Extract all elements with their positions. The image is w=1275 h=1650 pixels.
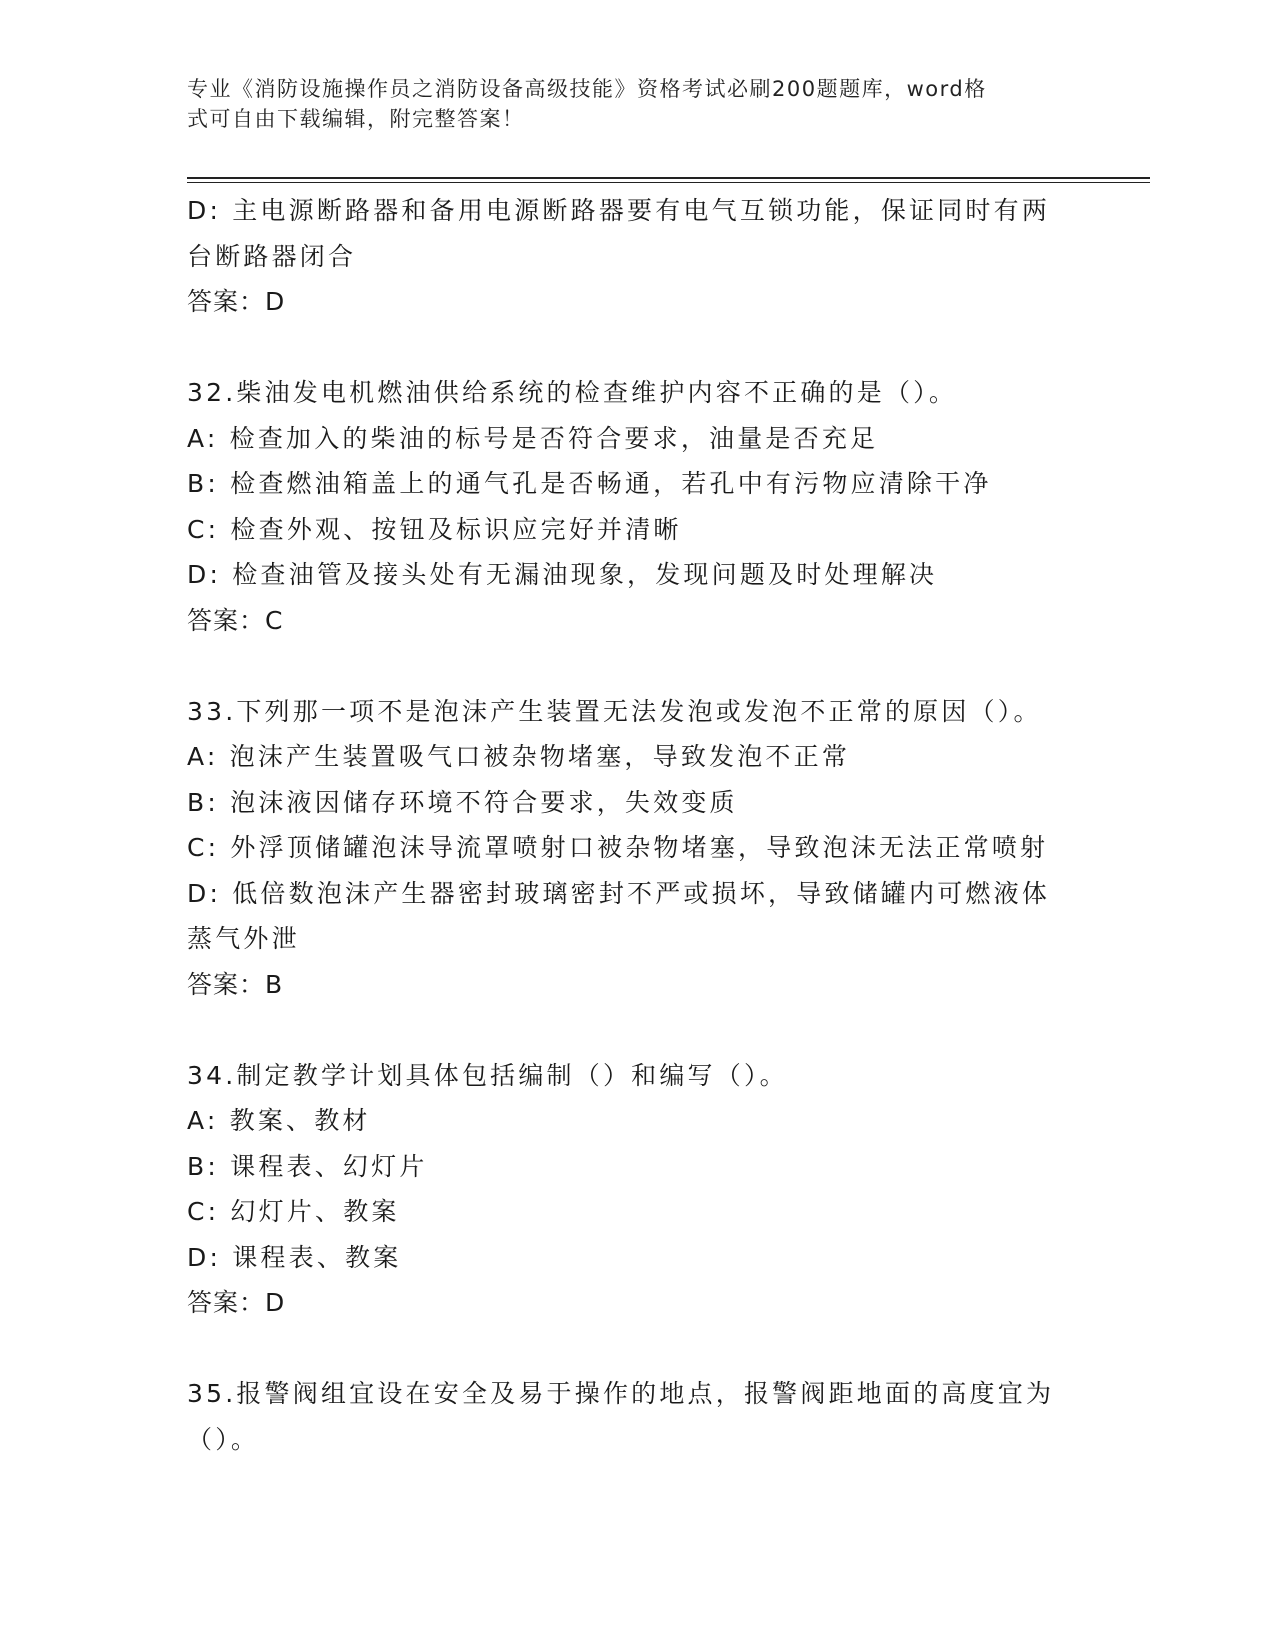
- header-line-1: 专业《消防设施操作员之消防设备高级技能》资格考试必刷200题题库，word格: [187, 77, 987, 101]
- spacer: [187, 1007, 1077, 1053]
- option-b: B: 课程表、幻灯片: [187, 1151, 428, 1181]
- question-34: [187, 1053, 1077, 1326]
- question-31-tail: [187, 188, 1077, 325]
- option-d: D: 主电源断路器和备用电源断路器要有电气互锁功能，保证同时有两: [187, 196, 1051, 225]
- option-d-continued: 台断路器闭合: [187, 241, 357, 271]
- question-32: [187, 370, 1077, 643]
- header-divider-thick: [187, 177, 1150, 179]
- question-list: [187, 188, 1077, 1462]
- spacer: [187, 643, 1077, 689]
- question-stem: 33.下列那一项不是泡沫产生装置无法发泡或发泡不正常的原因（）。: [187, 696, 1042, 726]
- header-line-2: 式可自由下载编辑，附完整答案！: [187, 107, 525, 131]
- option-c: C: 外浮顶储罐泡沫导流罩喷射口被杂物堵塞，导致泡沫无法正常喷射: [187, 833, 1049, 862]
- spacer: [187, 1326, 1077, 1372]
- option-d: D: 低倍数泡沫产生器密封玻璃密封不严或损坏，导致储罐内可燃液体: [187, 878, 1051, 908]
- answer-line: 答案：C: [187, 605, 284, 635]
- answer-line: 答案：D: [187, 1288, 286, 1317]
- option-d: D: 课程表、教案: [187, 1242, 402, 1272]
- option-c: C: 检查外观、按钮及标识应完好并清晰: [187, 514, 682, 544]
- document-header: [187, 74, 1067, 134]
- answer-line: 答案：B: [187, 969, 284, 999]
- option-a: A: 泡沫产生装置吸气口被杂物堵塞，导致发泡不正常: [187, 742, 851, 771]
- question-stem: 35.报警阀组宜设在安全及易于操作的地点，报警阀距地面的高度宜为: [187, 1379, 1055, 1408]
- option-a: A: 检查加入的柴油的标号是否符合要求，油量是否充足: [187, 423, 879, 453]
- question-33: [187, 689, 1077, 1008]
- option-d: D: 检查油管及接头处有无漏油现象，发现问题及时处理解决: [187, 560, 938, 589]
- header-divider-thin: [187, 182, 1150, 183]
- option-b: B: 泡沫液因储存环境不符合要求，失效变质: [187, 787, 738, 817]
- question-35: [187, 1371, 1077, 1462]
- question-stem: 34.制定教学计划具体包括编制（）和编写（）。: [187, 1060, 788, 1090]
- answer-line: 答案：D: [187, 287, 286, 316]
- option-b: B: 检查燃油箱盖上的通气孔是否畅通，若孔中有污物应清除干净: [187, 469, 992, 498]
- question-stem-continued: （）。: [187, 1424, 260, 1454]
- option-d-continued: 蒸气外泄: [187, 924, 300, 953]
- option-c: C: 幻灯片、教案: [187, 1197, 400, 1226]
- question-stem: 32.柴油发电机燃油供给系统的检查维护内容不正确的是（）。: [187, 378, 958, 407]
- spacer: [187, 325, 1077, 371]
- option-a: A: 教案、教材: [187, 1106, 371, 1135]
